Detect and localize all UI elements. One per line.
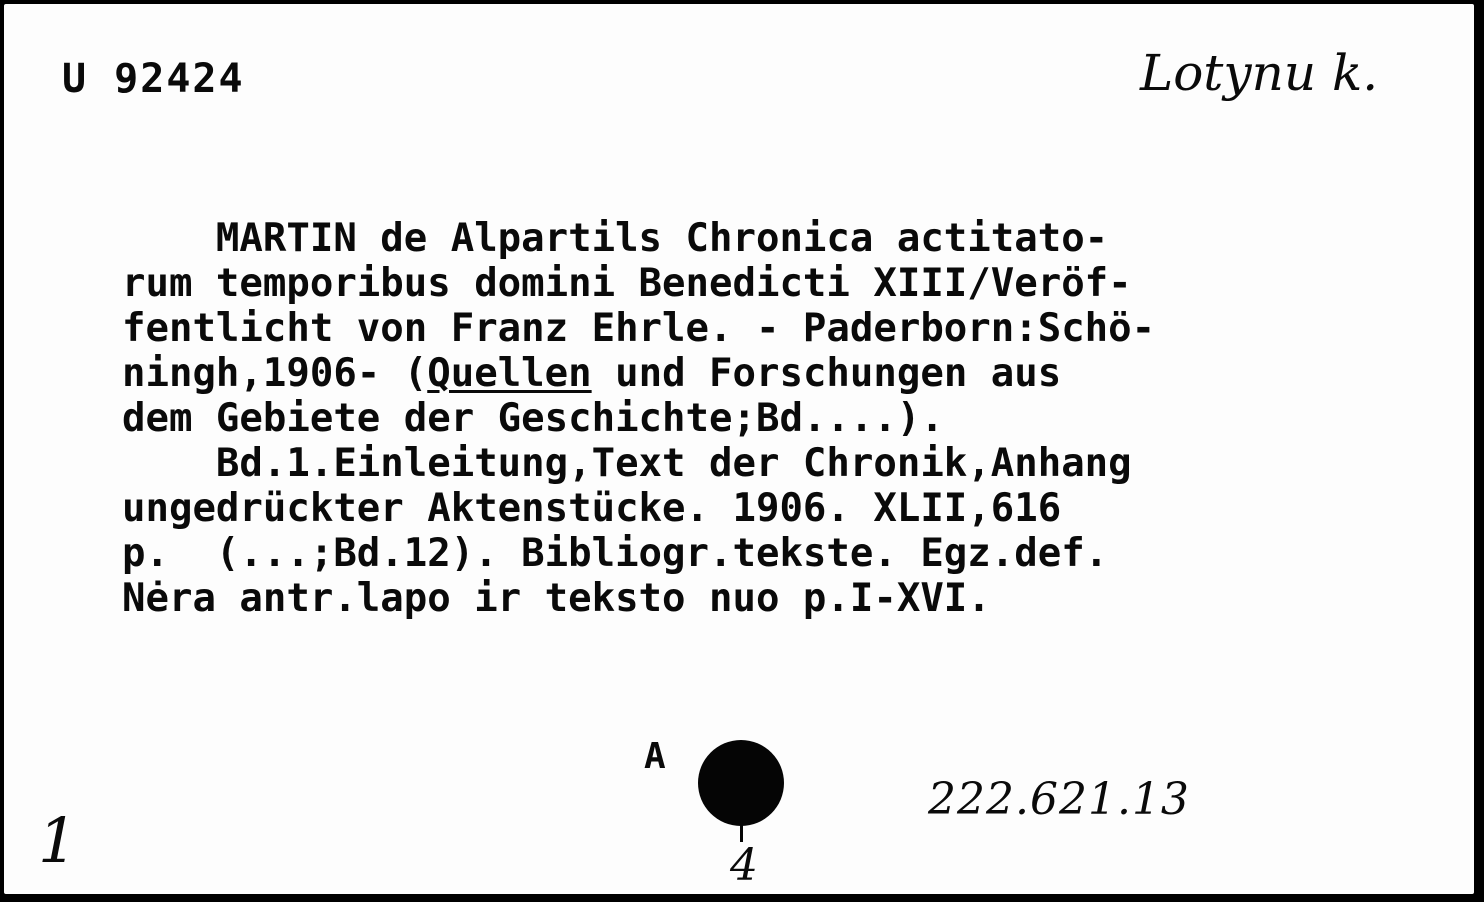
- entry-line: rum temporibus domini Benedicti XIII/Veröf-: [122, 261, 1132, 306]
- language-note: Lotynu k.: [1140, 44, 1379, 102]
- entry-line: fentlicht von Franz Ehrle. - Paderborn:Schö-: [122, 306, 1156, 351]
- entry-line: MARTIN de Alpartils Chronica actitato-: [122, 216, 1109, 261]
- entry-line: [122, 351, 1462, 396]
- inventory-number: 222.621.13: [928, 774, 1190, 825]
- entry-line: p. (...;Bd.12). Bibliogr.tekste. Egz.def.: [122, 531, 1109, 576]
- entry-line: ungedrückter Aktenstücke. 1906. XLII,616: [122, 486, 1062, 531]
- corner-number: 1: [38, 804, 78, 877]
- series-title-underlined: Quellen: [427, 351, 592, 396]
- bibliographic-entry: [122, 216, 1462, 621]
- catalog-card: [4, 4, 1474, 894]
- letter-a-mark: A: [644, 736, 666, 777]
- call-number: U 92424: [62, 56, 245, 102]
- handwritten-four: 4: [730, 840, 758, 891]
- entry-line-start: ningh,1906- (: [122, 351, 428, 396]
- entry-line-end: und Forschungen aus: [591, 351, 1062, 396]
- entry-line: dem Gebiete der Geschichte;Bd....).: [122, 396, 944, 441]
- entry-line: Bd.1.Einleitung,Text der Chronik,Anhang: [122, 441, 1132, 486]
- entry-line: Nėra antr.lapo ir teksto nuo p.I-XVI.: [122, 576, 991, 621]
- ink-dot-stem: [740, 814, 743, 842]
